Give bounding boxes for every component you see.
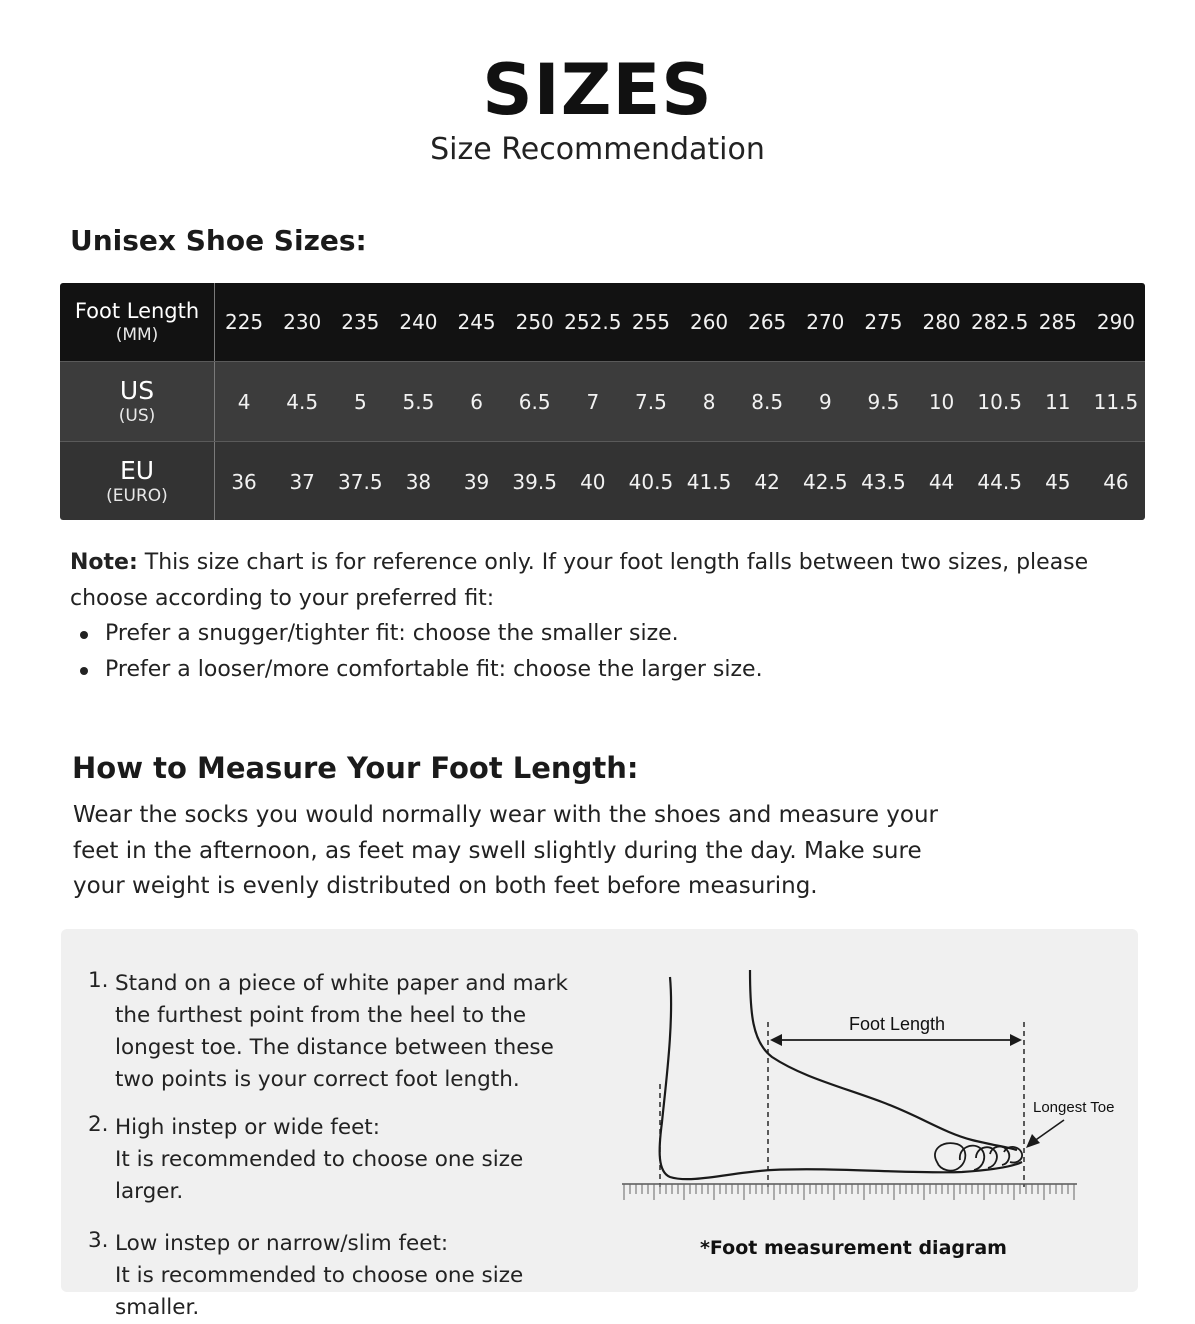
size-cell: 38: [405, 469, 432, 494]
size-cell: 260: [689, 310, 729, 334]
size-cell: 230: [283, 310, 322, 334]
row-header-unit: (US): [118, 405, 156, 426]
size-cell: 7.5: [635, 389, 667, 414]
row-header-label: EU: [119, 455, 155, 485]
size-cell: 270: [806, 310, 845, 334]
row-header-unit: (EURO): [106, 485, 168, 506]
row-header-label: US: [119, 375, 155, 405]
size-cell: 44: [928, 469, 955, 494]
step-item: [88, 1228, 588, 1324]
size-cell: 40.5: [628, 469, 674, 494]
measure-intro: Wear the socks you would normally wear with the shoes and measure your feet in the afternoon, as feet may swell slightly during the day. Make sure your weight is evenly distributed on both feet before measuring.: [73, 802, 938, 899]
size-cell: 280: [922, 310, 961, 334]
row-header-unit: (MM): [115, 325, 159, 345]
note-label: Note:: [70, 550, 138, 575]
page-title: SIZES: [482, 49, 713, 131]
measure-steps: [88, 968, 588, 1324]
row-header: [60, 362, 215, 441]
size-cell: 235: [341, 310, 380, 334]
size-cell: 250: [515, 310, 554, 334]
bullet-item: Prefer a snugger/tighter fit: choose the smaller size.: [78, 616, 763, 652]
step-item: [88, 1112, 588, 1208]
size-cell: 11: [1045, 389, 1071, 414]
size-cell: 9.5: [867, 389, 900, 414]
size-cell: 11.5: [1093, 389, 1139, 414]
size-cell: 4: [237, 389, 251, 414]
ruler-ticks: [624, 1184, 1074, 1200]
note-bullets: [78, 616, 763, 688]
size-cell: 46: [1103, 469, 1129, 494]
size-cell: 265: [748, 310, 787, 334]
size-row: [60, 283, 1145, 361]
size-cell: 37.5: [338, 469, 383, 494]
toes-outline: [935, 1143, 965, 1171]
step-number: 2.: [88, 1112, 109, 1137]
size-cell: 282.5: [971, 310, 1029, 334]
size-row: [60, 441, 1145, 520]
step-text: It is recommended to choose one size larger.: [115, 1147, 524, 1204]
foot-top-outline: [750, 970, 1017, 1150]
size-cell: 6.5: [518, 389, 551, 414]
size-cell: 225: [224, 310, 264, 334]
size-cell: 290: [1096, 310, 1136, 334]
step-heading: Low instep or narrow/slim feet:: [115, 1231, 449, 1256]
size-cell: 45: [1045, 469, 1071, 494]
row-header: [60, 442, 215, 520]
size-cell: 7: [586, 389, 600, 414]
size-cell: 39: [463, 469, 490, 494]
size-cell: 43.5: [861, 469, 906, 494]
size-cell: 8: [702, 389, 716, 414]
step-text: It is recommended to choose one size smaller.: [115, 1263, 524, 1320]
measure-title: How to Measure Your Foot Length:: [72, 751, 639, 785]
size-cell: 4.5: [286, 389, 319, 414]
foot-length-label: Foot Length: [848, 1014, 946, 1034]
step-number: 3.: [88, 1228, 109, 1253]
size-cell: 42: [754, 469, 780, 494]
step-text: Stand on a piece of white paper and mark the furthest point from the heel to the longest toe. The distance between these two points is your correct foot length.: [115, 971, 569, 1092]
size-cell: 37: [289, 469, 315, 494]
size-cell: 44.5: [977, 469, 1022, 494]
note-text: This size chart is for reference only. If your foot length falls between two sizes, please choose according to your preferred fit:: [70, 550, 1089, 611]
size-cell: 5: [353, 389, 367, 414]
diagram-caption: *Foot measurement diagram: [700, 1237, 1007, 1259]
size-cell: 40: [580, 469, 606, 494]
size-cell: 9: [818, 389, 832, 414]
foot-diagram: [612, 962, 1122, 1272]
size-row: [60, 361, 1145, 441]
size-cell: 240: [399, 310, 438, 334]
size-cell: 10.5: [977, 389, 1022, 414]
size-chart-title: Unisex Shoe Sizes:: [70, 224, 367, 257]
step-number: 1.: [88, 968, 109, 993]
size-cell: 42.5: [803, 469, 848, 494]
size-cell: 5.5: [402, 389, 435, 414]
size-cell: 245: [457, 310, 496, 334]
size-table: [60, 283, 1145, 520]
size-cell: 285: [1038, 310, 1077, 334]
note-paragraph: [70, 545, 1150, 617]
step-heading: High instep or wide feet:: [115, 1115, 380, 1140]
size-cell: 8.5: [751, 389, 784, 414]
size-cell: 41.5: [686, 469, 732, 494]
size-cell: 255: [631, 310, 671, 334]
size-cell: 275: [864, 310, 903, 334]
size-cell: 6: [470, 389, 483, 414]
size-cell: 36: [231, 469, 257, 494]
size-cell: 39.5: [512, 469, 557, 494]
row-header-label: Foot Length: [74, 299, 200, 323]
step-item: [88, 968, 588, 1096]
bullet-item: Prefer a looser/more comfortable fit: choose the larger size.: [78, 652, 763, 688]
row-header: [60, 283, 215, 361]
foot-outline: [660, 977, 1022, 1179]
longest-toe-label: Longest Toe: [1033, 1099, 1115, 1116]
page-subtitle: Size Recommendation: [430, 132, 765, 167]
size-cell: 252.5: [564, 310, 622, 334]
size-cell: 10: [928, 389, 955, 414]
